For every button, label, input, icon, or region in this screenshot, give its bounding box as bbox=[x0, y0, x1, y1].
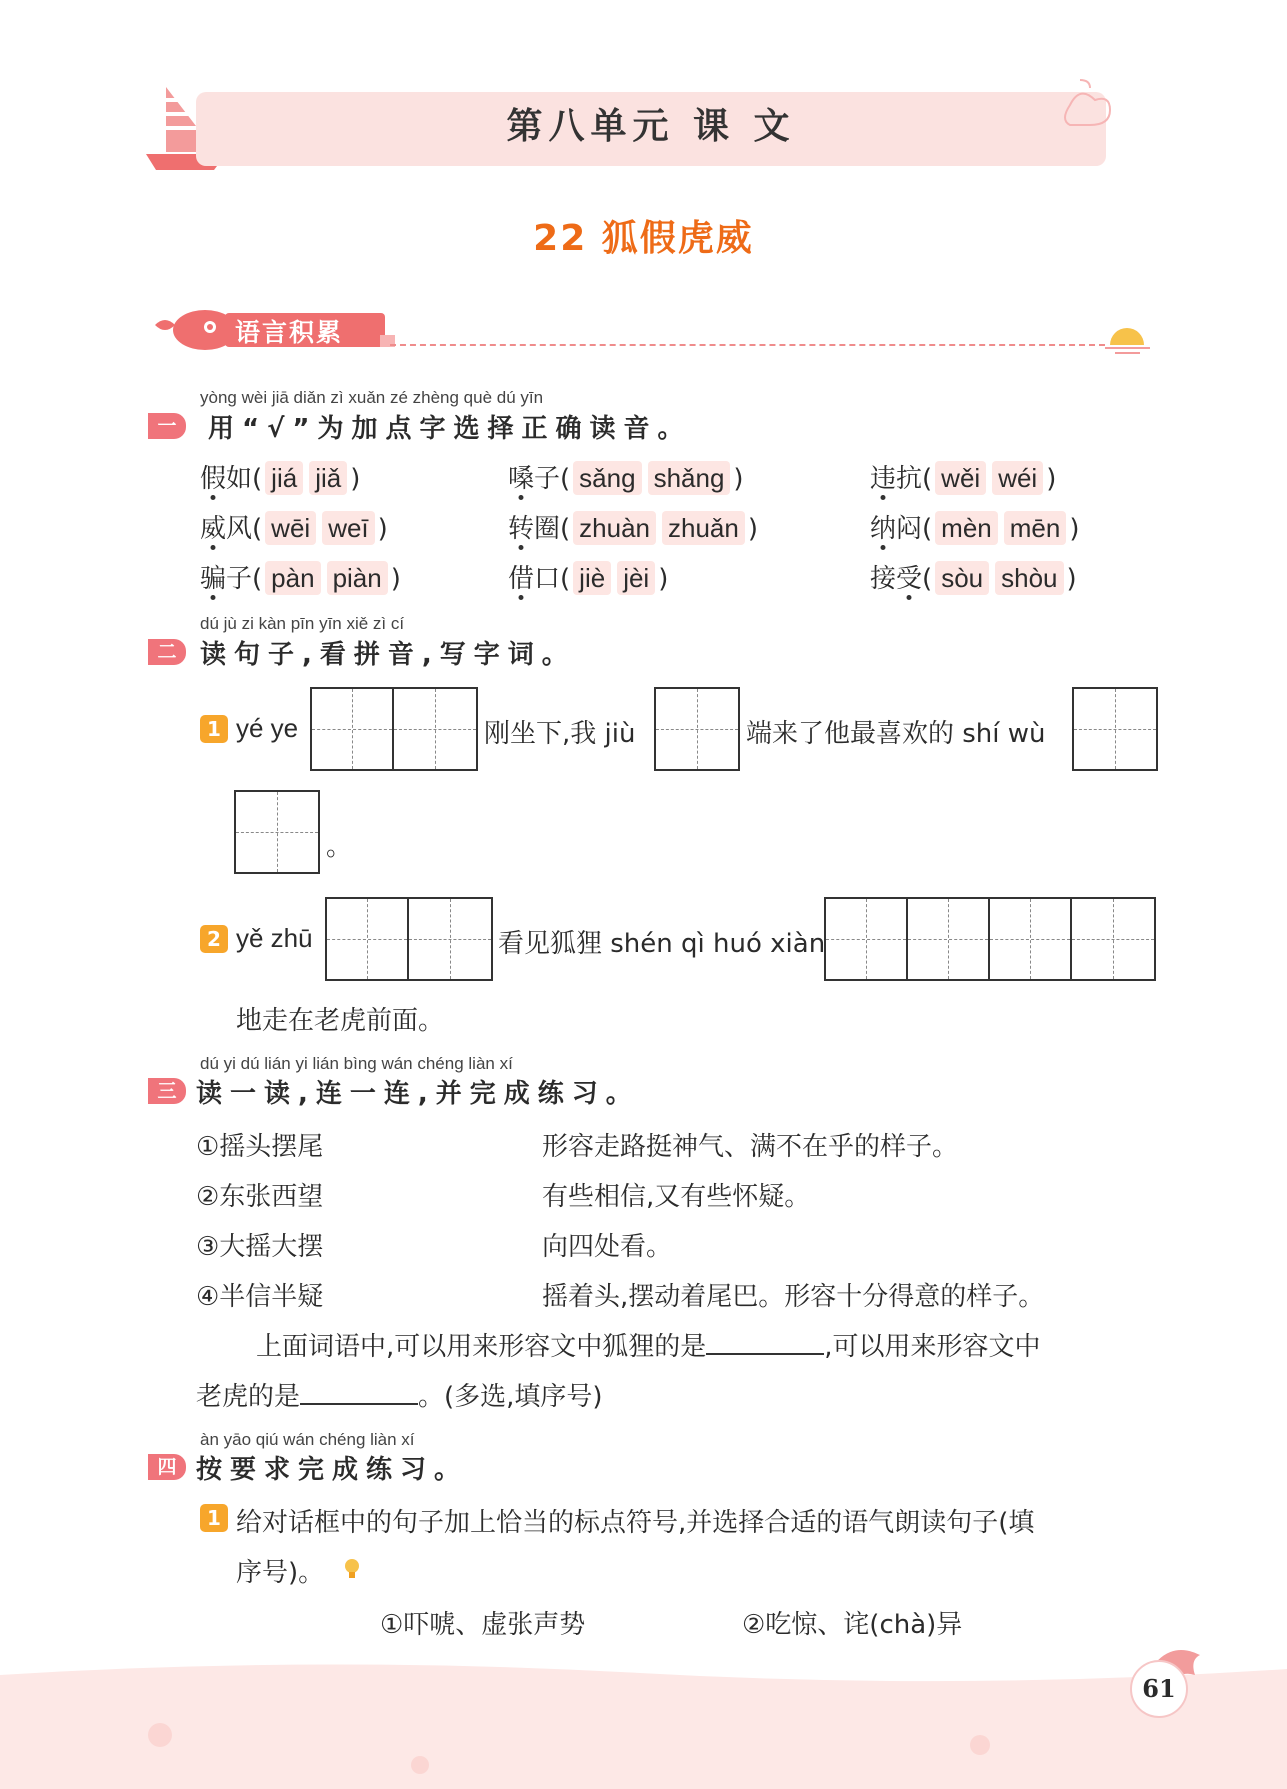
q2-s1-text2: 端来了他最喜欢的 shí wù bbox=[746, 719, 1046, 749]
option[interactable]: jiá bbox=[265, 461, 303, 495]
q1-item-6: 纳闷( mèn mēn ) bbox=[870, 513, 1080, 544]
writing-grid[interactable] bbox=[310, 687, 478, 771]
q3-right-1[interactable]: 形容走路挺神气、满不在乎的样子。 bbox=[542, 1132, 959, 1162]
q2-s2-text2: 地走在老虎前面。 bbox=[236, 1006, 445, 1036]
option[interactable]: pàn bbox=[265, 561, 320, 595]
sunset-icon bbox=[1105, 320, 1150, 355]
page-number: 61 bbox=[1130, 1660, 1188, 1718]
section-divider bbox=[390, 344, 1105, 346]
q2-tag: 二 bbox=[148, 639, 186, 665]
option[interactable]: shǎng bbox=[648, 461, 731, 495]
q2-title: 读句子,看拼音,写字词。 bbox=[200, 640, 576, 670]
answer-blank[interactable] bbox=[300, 1379, 418, 1405]
q3-right-4[interactable]: 摇着头,摆动着尾巴。形容十分得意的样子。 bbox=[542, 1282, 1045, 1312]
lesson-title: 22 狐假虎威 bbox=[533, 218, 754, 259]
option[interactable]: jèi bbox=[617, 561, 655, 595]
q3-left-3[interactable]: ③大摇大摆 bbox=[196, 1232, 324, 1262]
unit-title: 第八单元 课 文 bbox=[506, 106, 796, 147]
q4-sub1-num: 1 bbox=[200, 1504, 228, 1532]
q4-sub1-text: 给对话框中的句子加上恰当的标点符号,并选择合适的语气朗读句子(填 bbox=[236, 1508, 1035, 1538]
q3-right-3[interactable]: 向四处看。 bbox=[542, 1232, 673, 1262]
q1-item-2: 嗓子( sǎng shǎng ) bbox=[508, 463, 744, 494]
q2-s2-num: 2 bbox=[200, 925, 228, 953]
q3-sentence-line1: 上面词语中,可以用来形容文中狐狸的是 ,可以用来形容文中 bbox=[256, 1326, 1041, 1363]
q1-tag: 一 bbox=[148, 413, 186, 439]
q1-item-3: 违抗( wěi wéi ) bbox=[870, 463, 1057, 494]
q1-item-8: 借口( jiè jèi ) bbox=[508, 563, 669, 594]
writing-grid[interactable] bbox=[325, 897, 493, 981]
option[interactable]: shòu bbox=[995, 561, 1063, 595]
option[interactable]: weī bbox=[322, 511, 374, 545]
option[interactable]: zhuǎn bbox=[662, 511, 745, 545]
q1-title: 用“√”为加点字选择正确读音。 bbox=[208, 414, 692, 444]
q4-opt1: ①吓唬、虚张声势 bbox=[380, 1610, 586, 1640]
q3-title: 读一读,连一连,并完成练习。 bbox=[196, 1079, 640, 1109]
q3-left-1[interactable]: ①摇头摆尾 bbox=[196, 1132, 324, 1162]
writing-grid[interactable] bbox=[1072, 687, 1158, 771]
q3-left-2[interactable]: ②东张西望 bbox=[196, 1182, 324, 1212]
q2-s2-pinyin1: yě zhū bbox=[236, 923, 313, 953]
q2-s1-text1: 刚坐下,我 jiù bbox=[484, 719, 636, 749]
option[interactable]: piàn bbox=[327, 561, 388, 595]
q3-right-2[interactable]: 有些相信,又有些怀疑。 bbox=[542, 1182, 811, 1212]
q1-item-1: 假如( jiá jiǎ ) bbox=[200, 463, 361, 494]
q4-sub1-text2: 序号)。 bbox=[236, 1558, 325, 1588]
q3-pinyin: dú yi dú lián yi lián bìng wán chéng liàn xí bbox=[200, 1054, 513, 1073]
writing-grid[interactable] bbox=[824, 897, 1156, 981]
q3-tag: 三 bbox=[148, 1078, 186, 1104]
option[interactable]: mèn bbox=[935, 511, 998, 545]
q4-pinyin: àn yāo qiú wán chéng liàn xí bbox=[200, 1430, 415, 1449]
q1-item-5: 转圈( zhuàn zhuǎn ) bbox=[508, 513, 759, 544]
section-label: 语言积累 bbox=[235, 318, 344, 347]
answer-blank[interactable] bbox=[706, 1329, 824, 1355]
q2-s1-num: 1 bbox=[200, 715, 228, 743]
writing-grid[interactable] bbox=[234, 790, 320, 874]
q2-s2-text1: 看见狐狸 shén qì huó xiàn bbox=[498, 929, 826, 959]
q2-s1-end: 。 bbox=[326, 832, 353, 862]
option[interactable]: mēn bbox=[1004, 511, 1067, 545]
option[interactable]: sǎng bbox=[573, 461, 641, 495]
q4-opt2: ②吃惊、诧(chà)异 bbox=[742, 1610, 963, 1640]
option[interactable]: jiè bbox=[573, 561, 611, 595]
lightbulb-icon bbox=[340, 1556, 364, 1582]
q3-left-4[interactable]: ④半信半疑 bbox=[196, 1282, 324, 1312]
q2-pinyin: dú jù zi kàn pīn yīn xiě zì cí bbox=[200, 614, 405, 633]
q3-sentence-line2: 老虎的是 。(多选,填序号) bbox=[196, 1376, 603, 1413]
q2-s1-pinyin1: yé ye bbox=[236, 713, 299, 743]
option[interactable]: sòu bbox=[935, 561, 989, 595]
option[interactable]: jiǎ bbox=[309, 461, 347, 495]
q1-pinyin: yòng wèi jiā diǎn zì xuǎn zé zhèng què dú yīn bbox=[200, 388, 544, 407]
option[interactable]: wéi bbox=[992, 461, 1043, 495]
q4-tag: 四 bbox=[148, 1454, 186, 1480]
writing-grid[interactable] bbox=[654, 687, 740, 771]
q1-item-7: 骗子( pàn piàn ) bbox=[200, 563, 401, 594]
option[interactable]: zhuàn bbox=[573, 511, 656, 545]
option[interactable]: wěi bbox=[935, 461, 986, 495]
option[interactable]: wēi bbox=[265, 511, 316, 545]
bottom-wave bbox=[0, 1655, 1287, 1789]
q4-title: 按要求完成练习。 bbox=[196, 1455, 469, 1485]
q1-item-4: 威风( wēi weī ) bbox=[200, 513, 388, 544]
q1-item-9: 接受( sòu shòu ) bbox=[870, 563, 1077, 594]
